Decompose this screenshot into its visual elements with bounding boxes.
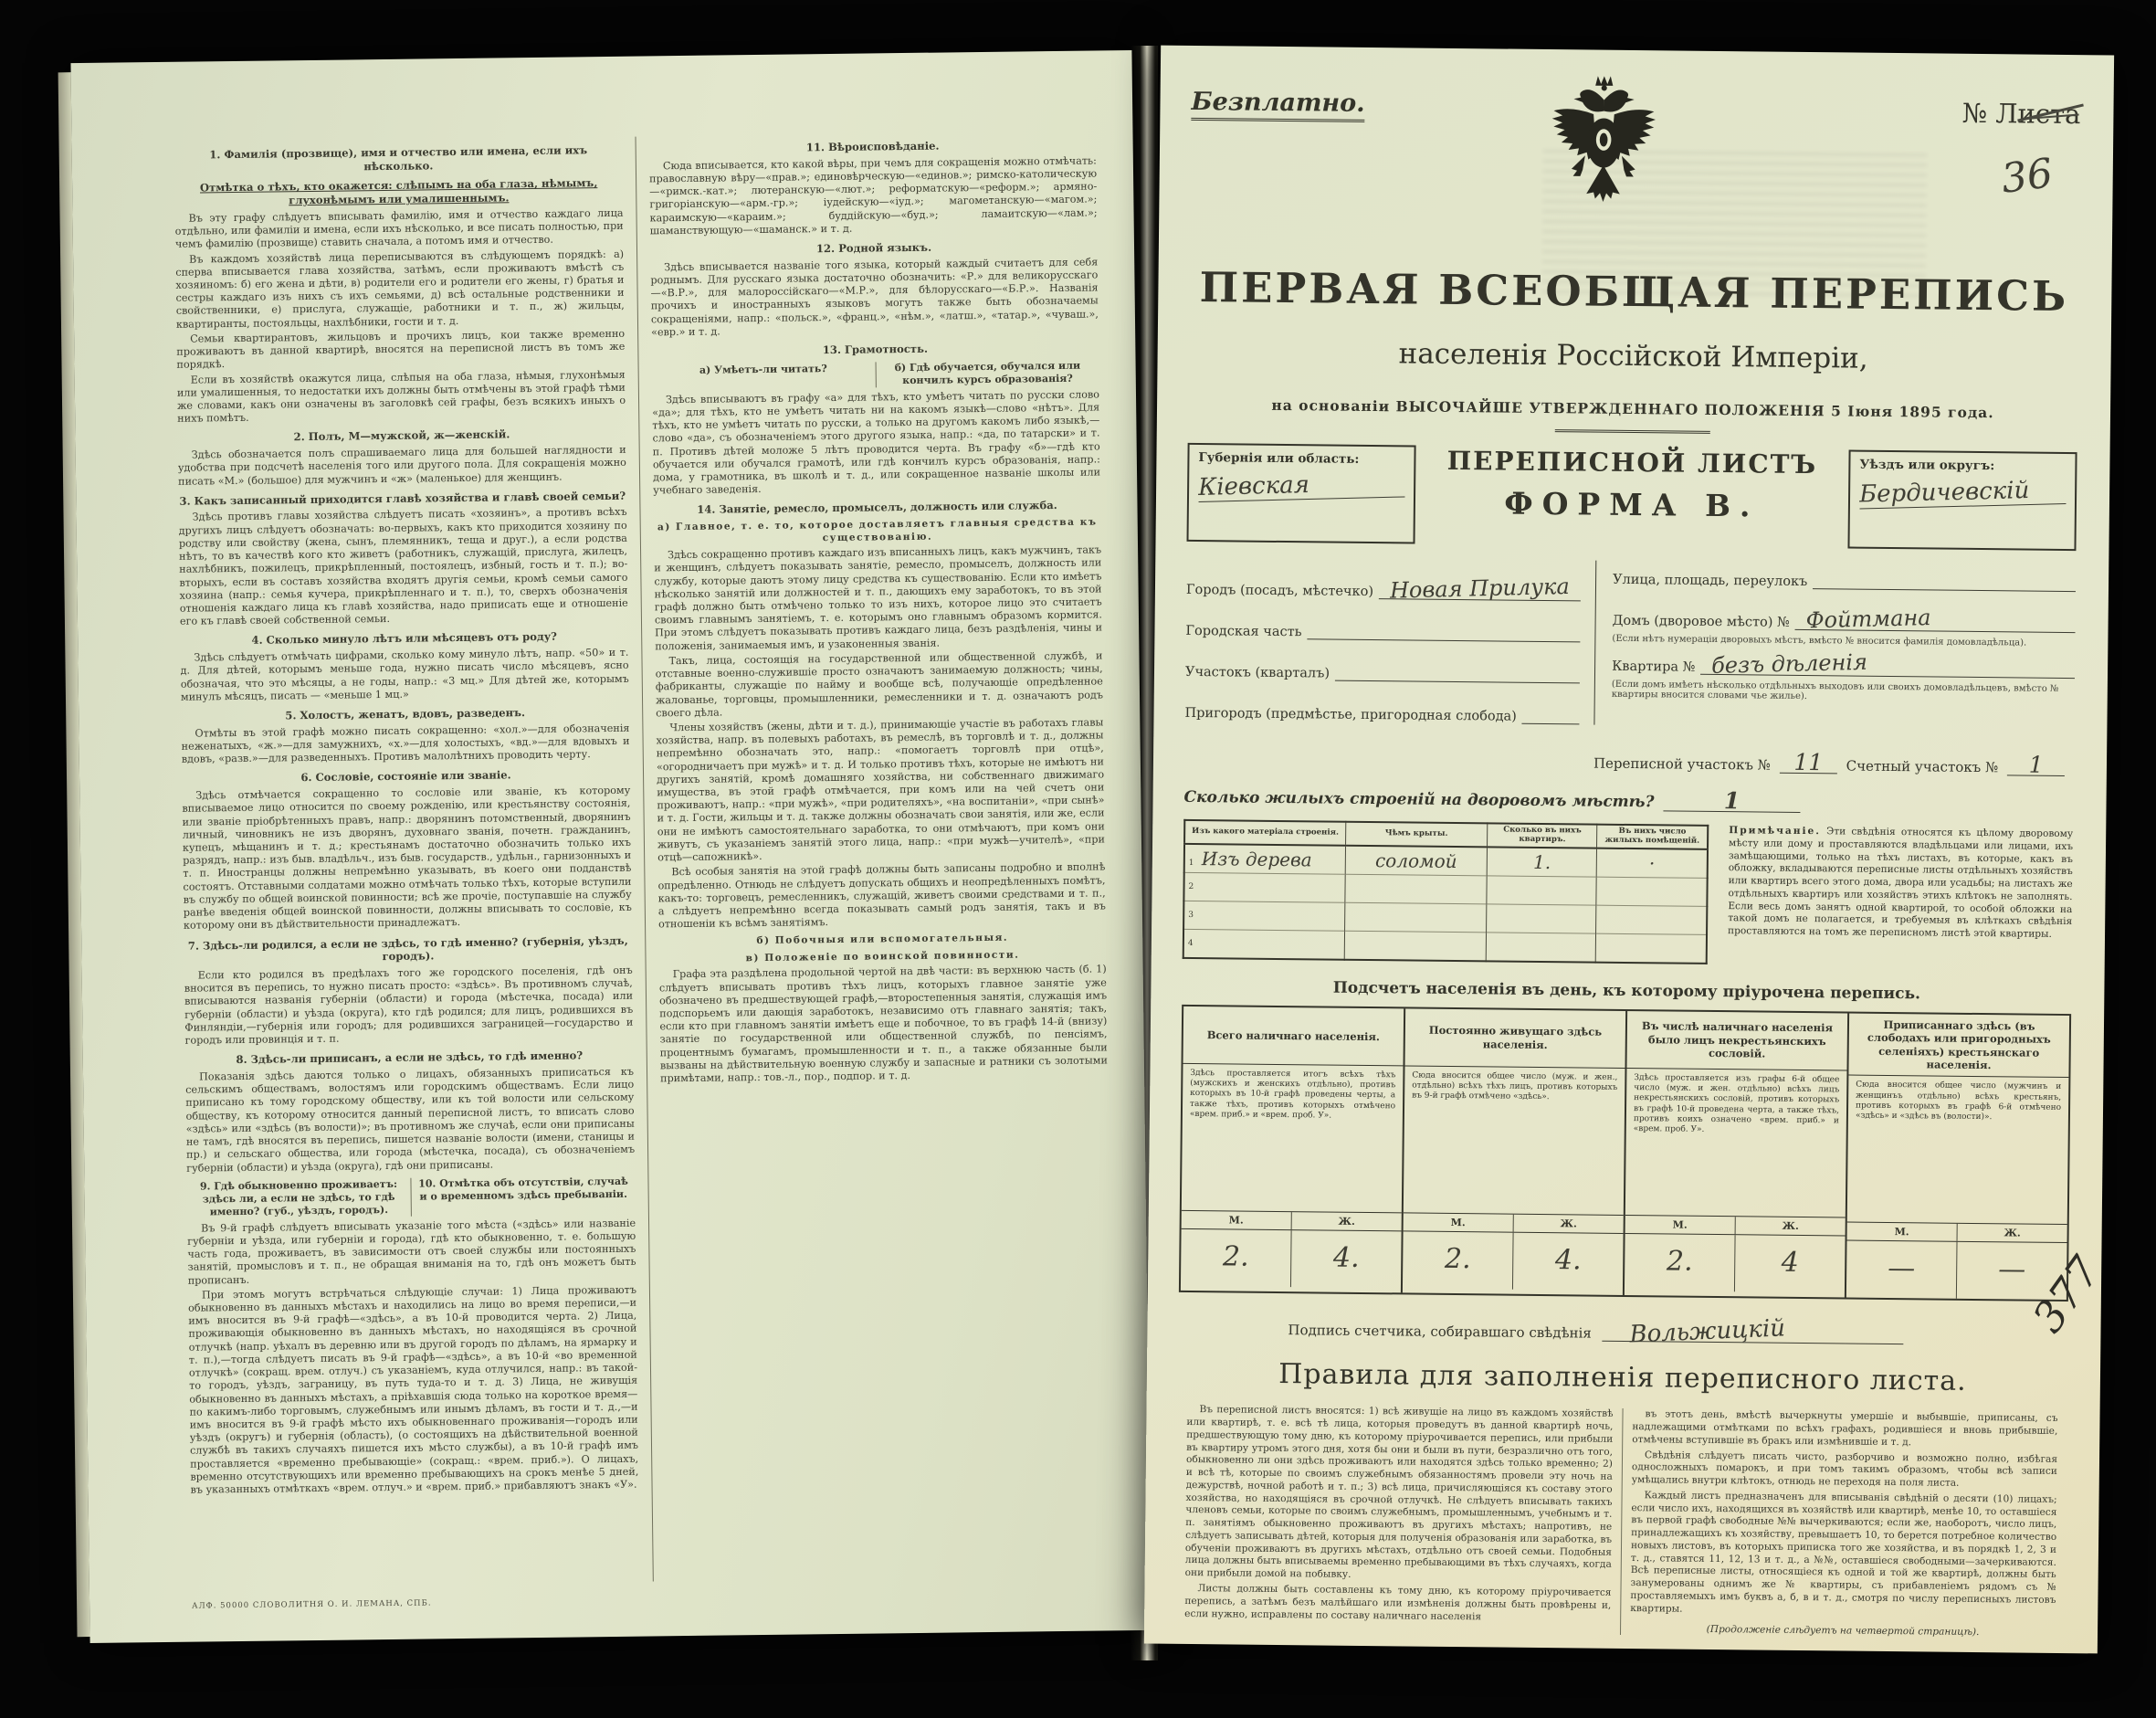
buildings-section: [1183, 819, 2074, 968]
instruction-heading: а) Умѣетъ-ли читать?: [699, 362, 827, 376]
female-value-cell: [1512, 1232, 1624, 1290]
dwellings-value: 1: [1723, 787, 1741, 815]
dom-value: Фойтмана: [1805, 605, 1932, 634]
row-number: 3: [1188, 910, 1194, 920]
female-value-cell: [1734, 1235, 1846, 1292]
population-column-description: Сюда вносится общее число (муж. и жен., отдѣльно) всѣхъ тѣхъ лицъ, противъ которыхъ въ 9-й графѣ отмѣчено «здѣсь».: [1404, 1065, 1625, 1215]
instruction-heading: 5. Холостъ, женатъ, вдовъ, разведенъ.: [285, 706, 526, 722]
gorod-value: Новая Прилука: [1389, 573, 1571, 604]
buildings-table-cell: [1184, 844, 1346, 874]
instruction-block: [649, 137, 1098, 237]
instruction-paragraph: Графа эта раздѣлена продольной чертой на двѣ части: въ верхнюю часть (б. 1) слѣдуетъ вписывать противъ тѣхъ лицъ, которыхъ главное занятіе уже обозначено въ предшествующей графѣ,—второстепенныя занятія, служащія имъ подспорьемъ или дающія заработокъ, независимо отъ главнаго занятія; такъ, если кто при главномъ занятіи имѣетъ еще и побочное, то въ графѣ 14-й (внизу) занятіе по государственной или общественной службѣ, по пенсіямъ, процентнымъ бумагамъ, промышленности и т. п., а также обязанные были вызваны на дѣйствительную военную службу и запасные и ратники съ золотыми примѣтами, напр.: тов.-л., пор., подпор. и т. д.: [658, 963, 1108, 1085]
population-column-header: Всего наличнаго населенія.: [1206, 1028, 1380, 1043]
dom-label: Домъ (дворовое мѣсто) №: [1612, 613, 1790, 630]
row-number: 1: [1188, 858, 1194, 868]
instruction-subheading: в) Положеніе по воинской повинности.: [745, 949, 1020, 964]
signature-line: [1288, 1314, 2067, 1349]
dom-field: [1795, 605, 2076, 634]
female-value: 4: [1781, 1246, 1800, 1279]
dwellings-question-line: [1183, 787, 2073, 816]
rules-column-1: [1175, 1404, 1623, 1635]
sheet-number-label: № Листа: [1961, 97, 2081, 131]
ulitsa-field: [1813, 572, 2076, 592]
instruction-block: [181, 705, 630, 766]
free-of-charge-label: Безплатно.: [1191, 88, 1364, 122]
roof-value: соломой: [1374, 848, 1457, 872]
census-subtitle: населенія Россійской Имперіи,: [1398, 337, 1868, 375]
instruction-heading: 1. Фамилія (прозвище), имя и отчество или имена, если ихъ нѣсколько.: [209, 143, 588, 173]
sheet-number-value: 36: [1998, 150, 2056, 203]
population-column-header: Постоянно живущаго здѣсь населенія.: [1428, 1024, 1603, 1051]
instruction-paragraph: Отмѣты въ этой графѣ можно писать сокращенно: «хол.»—для обозначенія неженатыхъ, «ж.»—для замужнихъ, «х.»—для холостыхъ, «вд.»—для вдовыхъ и вдовъ, «разв.»—для разведенныхъ. Противъ малолѣтнихъ проводить черту.: [181, 722, 630, 765]
buildings-table-cell: [1345, 874, 1488, 904]
rules-paragraph: Въ переписной листъ вносятся: 1) всѣ живущіе на лицо въ каждомъ хозяйствѣ или квартирѣ, т. е. всѣ тѣ лица, которыя проведутъ въ данной квартирѣ ночь, предшествующую тому дню, къ которому пріурочивается перепись, или прибыли въ квартиру утромъ этого дня, хотя бы они и были въ пути, безразлично отъ того, обыкновенно ли они здѣсь проживаютъ или находятся здѣсь только временно; 2) и всѣ тѣ, которые по своимъ служебнымъ обязанностямъ провели эту ночь на дежурствѣ, ночной работѣ и т. п.; 3) всѣ лица, причисляющіяся къ составу этого хозяйства, но находящіяся въ срочной отлучкѣ. Не слѣдуетъ вписывать такихъ членовъ семьи, которые по своимъ служебнымъ, промышленнымъ, учебнымъ и т. п. занятіямъ обыкновенно проживаютъ въ другихъ мѣстахъ; напротивъ, не слѣдуетъ записывать дѣтей, которыя для полученія образованія или заработка, въ обученіи проживаютъ въ другихъ мѣстахъ, отдѣльно отъ своей семьи. Подобныя лица должны быть вписываемы временно пребывающими въ тѣхъ случаяхъ, когда они прибыли домой на побывку.: [1184, 1404, 1614, 1581]
form-title-line1: ПЕРЕПИСНОЙ ЛИСТЪ: [1446, 445, 1818, 480]
perepisnoy-uchastok-field: [1780, 748, 1837, 776]
population-table-group: [1181, 1007, 1404, 1293]
dom-note: (Если нѣтъ нумераціи дворовыхъ мѣстъ, вмѣсто № вносится фамилія домовладѣльца).: [1612, 633, 2027, 648]
instruction-paragraph: Въ эту графу слѣдуетъ вписывать фамилію, имя и отчество каждаго лица отдѣльно, или фамиліи и имена, если ихъ нѣсколько, и все писать полностью, при чемъ фамилію (прозвище) ставить сначала, а потомъ имя и отчество.: [174, 206, 624, 251]
uezd-label: Уѣздъ или округъ:: [1859, 457, 1995, 474]
instruction-heading: 8. Здѣсь-ли приписанъ, а если не здѣсь, то гдѣ именно?: [236, 1049, 584, 1067]
rules-paragraph: Каждый листъ предназначенъ для вписыванія свѣдѣній о десяти (10) лицахъ; если число ихъ, находящихся въ хозяйствѣ или квартирѣ, менѣе 10, то оставшіеся въ первой графѣ свободные №№ вычеркиваются; если же, наоборотъ, число лицъ, принадлежащихъ къ хозяйству, превышаетъ 10, то берется потребное количество новыхъ листовъ, въ которыхъ приписка того же хозяйства, и въ порядкѣ 1, 2, 3 и т. д., ставятся 11, 12, 13 и т. д., а №№, оставшіеся свободными—зачеркиваются. Всѣ переписные листы, относящіеся къ одной и той же квартирѣ, должны быть занумерованы однимъ же № квартиры, съ прибавленіемъ рядомъ съ № проставляемыхъ имъ буквъ а, б, в и т. д., смотря по числу переписныхъ листовъ квартиры.: [1630, 1490, 2057, 1615]
rules-paragraph: въ этотъ день, вмѣстѣ вычеркнуты умершіе и выбывшіе, приписаны, съ надлежащими отмѣтками по всѣхъ графахъ, родившіеся и вновь прибывшіе, отмѣчены вступившіе въ бракъ или измѣнившіе и т. д.: [1632, 1408, 2058, 1449]
male-female-header-row: [1404, 1212, 1624, 1233]
instruction-subheading: б) Побочныя или вспомогательныя.: [756, 933, 1009, 947]
instruction-paragraph: Если кто родился въ предѣлахъ того же городского поселенія, гдѣ онъ вносится въ перепись, то нужно писать просто: «здѣсь». Въ противномъ случаѣ, вписываются названія губерніи (области) и города (мѣстечка, посада) или губерніи (области) и уѣзда (округа), кто гдѣ родился; для лицъ, родившихся въ Финляндіи,—губернія или городъ; для родившихся заграницей—государство и городъ или провинція и т. п.: [184, 964, 634, 1047]
instruction-paragraph: Здѣсь отмѣчается сокращенно то сословіе или званіе, къ которому вписываемое лицо относится по своему рожденію, или крестьянству состоянія, или званіе пріобрѣтенныхъ правъ, напр.: дворянинъ потомственный, дворянинъ личный, чиновникъ не изъ дворянъ, духовнаго званія, почетн. гражданинъ, купецъ, мѣщанинъ и т. д.; крестьянамъ достаточно обозначить только ихъ разрядъ, напр.: изъ быв. владѣльч., изъ быв. государств., удѣльн., гарнизонныхъ и т. п. Иностранцы должны непремѣнно указывать, въ коего они подданствѣ состоятъ. Отставными солдатами можно отмѣчать только тѣхъ, которые вступили въ службу по общей воинской повинности; всѣ же прочіе, поступавшіе на службу ранѣе введенія общей воинской повинности, должны вписывать то сословіе, къ которому они въ дѣйствительности принадлежатъ.: [182, 784, 632, 933]
instruction-block: [178, 490, 628, 629]
instruction-paragraph: Если въ хозяйствѣ окажутся лица, слѣпыя на оба глаза, нѣмыя, глухонѣмыя или умалишенныя, то недостатки ихъ должны быть отмѣчены въ этой графѣ тѣми же словами, какъ они означены въ заголовкѣ сей графы, безъ всякихъ иныхъ о нихъ помѣтъ.: [176, 368, 626, 425]
sheet-number-area: [1842, 96, 2081, 203]
kvartira-value: безъ дѣленія: [1711, 648, 1868, 679]
dwellings-question: Сколько жилыхъ строеній на дворовомъ мѣстѣ?: [1183, 787, 1655, 812]
note-paragraph: Примѣчаніе. Эти свѣдѣнія относятся къ цѣлому дворовому мѣсту или дому и проставляются владѣльцами или лицами, ихъ замѣщающими, только на тѣхъ листахъ, въ которые, какъ въ обложку, вкладываются переписные листы отдѣльныхъ хозяйствъ или квартиръ всего этого дома, двора или усадьбы; на листахъ же отдѣльныхъ квартиръ или хозяйствъ этихъ клѣтокъ не заполнять. Если весь домъ занятъ одной квартирой, то особой обложки на такой домъ не полагается, и требуемыя въ клѣткахъ свѣдѣнія проставляются на томъ же переписномъ листѣ этой квартиры.: [1728, 825, 2074, 940]
instruction-block: [186, 1175, 638, 1496]
female-label: Ж.: [1513, 1214, 1624, 1232]
rules-paragraph: Свѣдѣнія слѣдуетъ писать чисто, разборчиво и возможно полно, избѣгая односложныхъ помарокъ, и при томъ такимъ образомъ, чтобы всѣ записи умѣщались внутри клѣтокъ, отнюдь не переходя на поля листа.: [1631, 1449, 2058, 1489]
schetny-uchastok-value: 1: [2028, 751, 2044, 778]
female-value: 4.: [1554, 1243, 1582, 1277]
divider: [1555, 429, 1710, 434]
instruction-paragraph: Показанія здѣсь даются только о лицахъ, обязанныхъ приписаться къ сельскимъ обществамъ, волостямъ или городскимъ обществамъ. Если лицо приписано къ тому городскому обществу, или къ той волости или сельскому обществу, къ которому относится данный переписной листъ, то вписать слово «здѣсь» или «здѣсь (въ волости)»; въ противномъ же случаѣ, если они приписаны не тамъ, гдѣ вносятся въ перепись, пишется названіе волости (имени, станицы и пр.) и сельскаго общества, или города (мѣстечка, посада), съ обозначеніемъ губерніи (области) и уѣзда (округа), гдѣ они приписаны.: [185, 1065, 636, 1175]
female-label: Ж.: [1291, 1212, 1402, 1230]
population-count-heading: Подсчетъ населенія въ день, къ которому пріурочена перепись.: [1332, 978, 1921, 1004]
instruction-heading: 3. Какъ записанный приходится главѣ хозяйства и главѣ своей семьи?: [179, 489, 626, 508]
population-table-group: [1623, 1011, 1847, 1298]
population-column-header: Въ числѣ наличнаго населенія было лицъ некрестьянскихъ сословій.: [1641, 1019, 1834, 1060]
uchastok-kvartal-field: [1335, 664, 1580, 684]
buildings-table-header: Изъ какого матеріала строенія.: [1184, 820, 1345, 846]
buildings-table-header: Сколько въ нихъ квартиръ.: [1488, 823, 1598, 848]
male-value-cell: [1181, 1229, 1291, 1287]
female-label: Ж.: [1735, 1217, 1846, 1235]
census-title: ПЕРВАЯ ВСЕОБЩАЯ ПЕРЕПИСЬ: [1199, 263, 2069, 321]
male-value-cell: [1625, 1234, 1735, 1291]
instruction-paragraph: Семьи квартирантовъ, жильцовъ и прочихъ лицъ, кои также временно проживаютъ въ данной квартирѣ, вносятся на переписной листъ въ томъ же порядкѣ.: [176, 327, 626, 372]
instruction-paragraph: Всѣ особыя занятія на этой графѣ должны быть записаны подробно и вполнѣ опредѣленно. Отнюдь не слѣдуетъ допускать общихъ и неопредѣленныхъ помѣтъ, какъ-то: торговецъ, ремесленникъ, служащій, живетъ своими средствами и т. п., а слѣдуетъ непремѣнно всегда показывать самый родъ занятія, такъ и въ отношеніи къ всѣмъ занятіямъ.: [657, 860, 1106, 931]
instruction-block: [650, 238, 1099, 339]
buildings-table-cell: [1486, 933, 1596, 963]
left-page: [70, 50, 1151, 1643]
flats-value: 1.: [1532, 850, 1551, 873]
male-label: М.: [1450, 1216, 1466, 1228]
instruction-split-headings: [186, 1175, 635, 1218]
dwellings-field: [1663, 787, 1800, 815]
buildings-table-cell: [1344, 902, 1487, 933]
male-female-value-row: [1625, 1233, 1846, 1293]
instruction-block: [653, 499, 1106, 932]
row-number: 2: [1188, 881, 1194, 891]
uchastok-kvartal-label: Участокъ (кварталъ): [1184, 664, 1330, 681]
instruction-heading: 7. Здѣсь-ли родился, а если не здѣсь, то гдѣ именно? (губернія, уѣздъ, городъ).: [187, 933, 628, 964]
instruction-subheading: Отмѣтка о тѣхъ, кто окажется: слѣпымъ на оба глаза, нѣмымъ, глухонѣмымъ или умалишеннымъ.: [199, 176, 598, 207]
instruction-paragraph: Въ 9-й графѣ слѣдуетъ вписывать указаніе того мѣста («здѣсь» или названіе губерніи и уѣзда, или губерніи и города), гдѣ кто обыкновенно, т. е. большую часть года, проживаетъ, въ зависимости отъ своей службы или постоянныхъ занятій, промысловъ и т. п., не обращая вниманія на то, гдѣ онъ можетъ быть прописанъ.: [187, 1217, 636, 1287]
instruction-heading: 2. Полъ, М—мужской, ж—женскій.: [293, 427, 510, 444]
ulitsa-label: Улица, площадь, переулокъ: [1613, 572, 1808, 590]
instruction-paragraph: При этомъ могутъ встрѣчаться слѣдующіе случаи: 1) Лица проживаютъ обыкновенно въ данныхъ мѣстахъ и находились на лицо во время переписи,—и имъ вносится въ 9-й графѣ—«здѣсь», а въ 10-й проводится черта. 2) Лица, проживающія обыкновенно въ данныхъ мѣстахъ, но находящіяся въ срочной отлучкѣ (напр. уѣхалъ въ деревню или въ другой городъ по дѣламъ, на ярмарку и т. п.),—тогда слѣдуетъ писать въ 9-й графѣ—«здѣсь», а въ 10-й «во временной отлучкѣ» (сокращ. врем. отлуч.) съ указаніемъ, куда отлучился, напр.: въ такой-то городъ, уѣздъ, заграницу, въ путь туда-то и т. д. 3) Лица, не живущія обыкновенно въ данныхъ мѣстахъ, а пріѣхавшія сюда только на короткое время—по какимъ-либо торговымъ, служебнымъ или инымъ дѣламъ, въ гости и т. д.,—и имъ вносится въ 9-й графѣ мѣсто ихъ обыкновеннаго проживанія—городъ или уѣздъ (округъ) и губернія (область), (о состоящихъ на дѣйствительной военной службѣ въ такихъ случаяхъ пишется ихъ мѣсто службы), а въ 10-й графѣ имъ проставляется «временно пребывающіе» (сокращ.: «врем. приб.»). О лицахъ, временно отсутствующихъ или временно пребывающихъ на срокъ менѣе 5 дней, въ указанныхъ отмѣткахъ «врем. отлуч.» и «врем. приб.» прибавляютъ знакъ «У».: [188, 1283, 639, 1496]
instruction-paragraph: Члены хозяйствъ (жены, дѣти и т. д.), принимающіе участіе въ работахъ главы хозяйства, напр. въ полевыхъ работахъ, въ ремеслѣ, въ торговлѣ и т. д., должны непремѣнно обозначать это, напр.: «помогаетъ торговлѣ при отцѣ», «огородничаетъ при мужѣ» и т. д. И только противъ тѣхъ, которые не имѣютъ ни другихъ занятій, кромѣ домашняго хозяйства, ни собственнаго движимаго имущества, въ этой графѣ отмѣчается, при комъ или на чей счетъ они проживаютъ, напр.: «при мужѣ», «при родителяхъ», «на воспитаніи», «при сынѣ» и т. д. Гости, жильцы и т. д. также должны обозначать свои занятія, или же, если они не имѣютъ самостоятельнаго заработка, то они отмѣчаютъ, при комъ они живутъ, съ указаніемъ занятій этого лица, напр.: «при мужѣ—учителѣ», «при отцѣ—сапожникѣ».: [656, 716, 1106, 864]
instruction-heading: 6. Сословіе, состояніе или званіе.: [300, 768, 511, 785]
buildings-table-cell: [1597, 848, 1708, 878]
rules-column-2: [1620, 1408, 2067, 1639]
kvartira-field: [1700, 648, 2075, 679]
signature-label: Подпись счетчика, собиравшаго свѣдѣнія: [1288, 1322, 1592, 1342]
printer-imprint: АЛФ. 50000 СЛОВОЛИТНЯ О. И. ЛЕМАНА, СПБ.: [192, 1598, 432, 1611]
buildings-table-cell: [1183, 901, 1345, 931]
instruction-block: [180, 629, 629, 704]
population-column-header: Приписаннаго здѣсь (въ слободахъ или пригородныхъ селеніяхъ) крестьянскаго населенія.: [1867, 1017, 2051, 1072]
male-female-value-row: [1403, 1230, 1624, 1291]
population-column-description: Здѣсь проставляется итогъ всѣхъ тѣхъ (мужскихъ и женскихъ отдѣльно), противъ которыхъ въ 10-й графѣ проведены черты, а также тѣхъ, противъ которыхъ отмѣчено «врем. приб.» и «врем. проб. У».: [1182, 1063, 1404, 1213]
instruction-paragraph: Здѣсь вписывается названіе того языка, который каждый считаетъ для себя роднымъ. Для русскаго языка достаточно обозначить: «Р.» для великорусскаго—«В.Р.», для малороссійскаго—«М.Р.», для бѣлорусскаго—«Б.Р.». Названія прочихъ и иностранныхъ языковъ могутъ также быть обозначаемы сокращеніями, напр.: «польск.», «франц.», «нѣм.», «латш.», «татар.», «чуваш.», «евр.» и т. д.: [650, 256, 1099, 339]
form-title-line2: ФОРМА В.: [1504, 485, 1760, 524]
gubernia-value: Кіевская: [1198, 469, 1405, 502]
strikethrough-mark: [2017, 103, 2087, 136]
instruction-heading: 11. Вѣроисповѣданіе.: [805, 139, 940, 154]
buildings-table-cell: [1487, 904, 1597, 933]
buildings-table: [1183, 819, 1709, 964]
rules-columns: [1175, 1404, 2067, 1639]
gorod-field: [1379, 573, 1581, 604]
population-table-group: [1401, 1008, 1625, 1295]
instruction-heading: 14. Занятіе, ремесло, промыселъ, должность или служба.: [697, 499, 1057, 517]
buildings-table-cell: [1345, 845, 1488, 875]
male-label: М.: [1894, 1226, 1909, 1238]
buildings-table-row: [1183, 929, 1707, 963]
page-number-annotation: 377: [2023, 1247, 2110, 1342]
kvartira-label: Квартира №: [1612, 659, 1696, 675]
instruction-paragraph: Въ каждомъ хозяйствѣ лица переписываются въ слѣдующемъ порядкѣ: а) сперва вписывается глава хозяйства, затѣмъ, если проживаютъ вмѣстѣ съ хозяиномъ: б) его жена и дѣти, в) родители его и родители его жены, г) братья и сестры каждаго изъ нихъ съ ихъ семьями, д) всѣ остальные родственники и свойственники, е) прислуга, служащіе, работники и т. п., ж) жильцы, квартиранты, постояльцы, нахлѣбники, гости и т. д.: [175, 248, 625, 331]
extra-value: ·: [1648, 851, 1656, 875]
male-female-header-row: [1182, 1210, 1402, 1231]
male-value: 2.: [1666, 1245, 1693, 1278]
buildings-table-cell: [1596, 905, 1707, 934]
instruction-paragraph: Здѣсь противъ главы хозяйства слѣдуетъ писать «хозяинъ», а противъ всѣхъ другихъ лицъ слѣдуетъ обозначать: во-первыхъ, какъ кто приходится хозяину по родству или свойству (жена, сынъ, племянникъ, теща и друг.), а если родства нѣтъ, то въ качествѣ кого кто живетъ (работникъ, служащій, прислуга, жилецъ, нахлѣбникъ, пожилецъ, прикрѣпленный, постоялецъ, избный, гость и т. п.); во-вторыхъ, если въ составъ хозяйства входятъ другія семьи, кромѣ семьи самого хозяина (напр.: семья кучера, прикрѣпленнаго и т. п.), то, сверхъ обозначенія отношенія каждаго лица къ главѣ хозяйства, надо приписать еще и отношеніе его къ главѣ своей собственной семьи.: [178, 506, 628, 627]
address-fields-left: [1184, 556, 1595, 725]
male-female-header-row: [1625, 1215, 1846, 1236]
male-female-value-row: [1846, 1240, 2067, 1301]
schetny-uchastok-label: Счетный участокъ №: [1846, 757, 1999, 776]
buildings-table-header: Въ нихъ число жилыхъ помѣщеній.: [1597, 825, 1708, 849]
uezd-value: Бердичевскій: [1859, 476, 2067, 510]
instruction-block: [185, 1049, 636, 1175]
instruction-paragraph: Здѣсь сокращенно противъ каждаго изъ вписанныхъ лицъ, какъ мужчинъ, такъ и женщинъ, слѣдуетъ показывать занятіе, ремесло, промыселъ, должность или службу, которые даютъ этому лицу средства къ существованію. Если кто имѣетъ нѣсколько занятій или должностей и т. п., дающихъ ему заработокъ, то въ этой графѣ должно быть отмѣчено только то изъ нихъ, которое лицо это считаетъ своимъ главнымъ занятіемъ, т. е. которымъ оно главнымъ образомъ кормится. При этомъ слѣдуетъ показывать противъ каждаго лица, безъ раздѣленія, чины и положенія, занимаемыя имъ, и узаконенныя званія.: [654, 543, 1103, 653]
instructions-column-1: [162, 137, 653, 1587]
male-label: М.: [1672, 1218, 1688, 1231]
female-value: —: [1998, 1253, 2026, 1286]
gorodskaya-chast-field: [1308, 622, 1581, 642]
instruction-paragraph: Здѣсь слѣдуетъ отмѣчать цифрами, сколько кому минуло лѣтъ, напр. «50» и т. д. Для дѣтей, которымъ меньше года, нужно писать число мѣсяцевъ, ясно обозначая, что это мѣсяцы, а не годы, напр.: «3 мц.» Для дѣтей же, которымъ минулъ мѣсяцъ, писать — «меньше 1 мц.»: [180, 646, 629, 703]
population-table-group: [1845, 1013, 2069, 1300]
schetny-uchastok-field: [2007, 751, 2065, 778]
rules-continuation-note: (Продолженіе слѣдуетъ на четвертой страницѣ).: [1706, 1623, 1980, 1638]
male-label: М.: [1228, 1214, 1244, 1227]
instruction-heading: 9. Гдѣ обыкновенно проживаетъ: здѣсь ли, а если не здѣсь, то гдѣ именно? (губ., уѣздъ, городъ).: [199, 1177, 398, 1218]
buildings-table-cell: [1183, 929, 1345, 959]
address-fields: [1184, 556, 2076, 730]
address-fields-right: [1593, 561, 2076, 730]
note-lead-word: Примѣчаніе.: [1729, 825, 1822, 838]
gubernia-box: [1187, 443, 1416, 544]
instruction-split-headings: [652, 359, 1099, 390]
buildings-table-cell: [1596, 877, 1707, 906]
imperial-double-headed-eagle-icon: [1547, 73, 1660, 215]
instruction-paragraph: Здѣсь обозначается полъ спрашиваемаго лица для большей наглядности и удобства при подсчетѣ населенія того или другого пола. Для сокращенія можно писать «М.» (большое) для мужчинъ и «ж» (маленькое) для женщинъ.: [177, 443, 626, 488]
enumeration-district-line: [1593, 748, 2074, 778]
instruction-heading: 4. Сколько минуло лѣтъ или мѣсяцевъ отъ роду?: [251, 630, 557, 648]
row-number: 4: [1187, 938, 1194, 948]
male-value: 2.: [1222, 1240, 1249, 1273]
rules-heading: Правила для заполненія переписного листа.: [1278, 1358, 1967, 1398]
kvartira-note: (Если домъ имѣетъ нѣсколько отдѣльныхъ выходовъ или своихъ домовладѣльцевъ, вмѣсто № квартиры вносится словами чье жилье).: [1611, 679, 2059, 702]
signature-value: Вольжицкій: [1629, 1314, 1786, 1349]
male-female-header-row: [1847, 1222, 2067, 1243]
buildings-table-cell: [1344, 931, 1487, 961]
buildings-table-cell: [1596, 933, 1707, 964]
gubernia-label: Губернія или область:: [1198, 450, 1360, 467]
form-header: [1187, 443, 2077, 551]
instruction-heading: 13. Грамотность.: [822, 342, 929, 357]
instructions-area: [162, 131, 1127, 1587]
material-value: Изъ дерева: [1201, 847, 1312, 871]
instruction-block: [651, 340, 1100, 497]
form-title: [1415, 446, 1848, 549]
instruction-block: [174, 143, 626, 426]
population-count-table: [1179, 1005, 2071, 1302]
instruction-heading: 10. Отмѣтка объ отсутствіи, случаѣ и о временномъ здѣсь пребываніи.: [410, 1175, 635, 1216]
population-column-description: Здѣсь проставляется изъ графы 6-й общее число (муж. и жен. отдѣльно) всѣхъ лицъ некрестьянскихъ сословій, противъ которыхъ въ графѣ 10-й проведена черта, а также тѣхъ, противъ коихъ означено «врем. приб.» и «врем. проб. У».: [1625, 1068, 1847, 1217]
male-value: —: [1888, 1252, 1916, 1285]
perepisnoy-uchastok-label: Переписной участокъ №: [1593, 754, 1772, 774]
male-value-cell: [1846, 1241, 1957, 1299]
instruction-heading: б) Гдѣ обучается, обучался или кончилъ курсъ образованія?: [875, 359, 1099, 387]
male-value-cell: [1403, 1231, 1513, 1289]
population-column-description: Сюда вносится общее число (мужчинъ и женщинъъ отдѣльно) всѣхъ крестьянъ, противъ которыхъ въ графѣ 6-й отмѣчено «здѣсь» и «здѣсь въ (волости)».: [1847, 1075, 2069, 1225]
signature-field: [1603, 1314, 1904, 1349]
buildings-table-header: Чѣмъ крыты.: [1345, 822, 1488, 847]
buildings-table-cell: [1487, 876, 1597, 905]
perepisnoy-uchastok-value: 11: [1793, 748, 1824, 776]
uezd-box: [1847, 449, 2077, 551]
prigorod-field: [1522, 707, 1580, 725]
instruction-paragraph: Сюда вписывается, кто какой вѣры, при чемъ для сокращенія можно отмѣчать: православную вѣру—«прав.»; единовѣрческую—«единов.»; римско-католическую—«римск.-кат.»; лютеранскую—«лют.»; реформатскую—«реформ.»; армяно-григоріанскую—«арм.-гр.»; іудейскую—«іуд.»; магометанскую—«магом.»; караимскую—«караим.»; буддійскую—«буд.»; ламаитскую—«лам.»; шаманствующую—«шаманск.» и т. д.: [648, 154, 1098, 237]
instruction-block: [184, 933, 633, 1048]
rules-paragraph: Листы должны быть составлены къ тому дню, къ которому пріурочивается перепись, а затѣмъ безъ малѣйшаго или измѣненія должны быть провѣрены и, если нужно, исправлены по составу наличнаго населенія: [1184, 1583, 1612, 1622]
instruction-heading: 12. Родной языкъ.: [815, 240, 932, 256]
instruction-block: [658, 932, 1108, 1086]
gorodskaya-chast-label: Городская часть: [1185, 623, 1302, 640]
instruction-subheading: а) Главное, т. е. то, которое доставляетъ главныя средства къ существованію.: [657, 516, 1098, 543]
buildings-table-cell: [1487, 847, 1597, 877]
census-act-line: на основаніи ВЫСОЧАЙШЕ УТВЕРЖДЕННАГО ПОЛОЖЕНІЯ 5 Іюня 1895 года.: [1271, 395, 1994, 422]
instructions-column-2: [636, 131, 1127, 1581]
right-page: [1144, 46, 2114, 1654]
gorod-label: Городъ (посадъ, мѣстечко): [1185, 582, 1374, 600]
female-label: Ж.: [1957, 1224, 2067, 1242]
instruction-paragraph: Такъ, лица, состоящія на государственной или общественной службѣ, и отставные военно-служившіе просто означаютъ занимаемую должность; чины, фабриканты, служащіе по найму и вообще всѣ, получающіе опредѣленное жалованье, торговцы, промышленники, ремесленники и т. д. означаютъ родъ своего дѣла.: [655, 649, 1104, 720]
female-value-cell: [1290, 1230, 1402, 1288]
male-value: 2.: [1444, 1242, 1471, 1275]
instruction-block: [177, 427, 626, 488]
instruction-paragraph: Здѣсь вписываютъ въ графу «а» для тѣхъ, кто умѣетъ читать по русски слово «да»; для тѣхъ, кто не умѣетъ читать ни на какомъ языкѣ—слово «нѣтъ». Для тѣхъ, кто не умѣетъ читать по русски, а только на другомъ какомъ либо языкѣ,—слово «да», съ обозначеніемъ этого другого языка, напр.: «да, по татарски» и т. п. Противъ дѣтей моложе 5 лѣтъ проводится черта. Въ графу «б»—гдѣ кто обучается или обучался грамотѣ, или гдѣ кончилъ курсъ образованія, напр.: дома, у грамотника, въ школѣ и т. д., или сокращенное названіе школы или учебнаго заведенія.: [652, 388, 1101, 497]
prigorod-label: Пригородъ (предмѣстье, пригородная слобода): [1184, 705, 1517, 724]
female-value: 4.: [1332, 1241, 1360, 1274]
buildings-table-cell: [1183, 872, 1345, 902]
male-female-value-row: [1181, 1228, 1402, 1289]
instruction-block: [182, 767, 632, 933]
